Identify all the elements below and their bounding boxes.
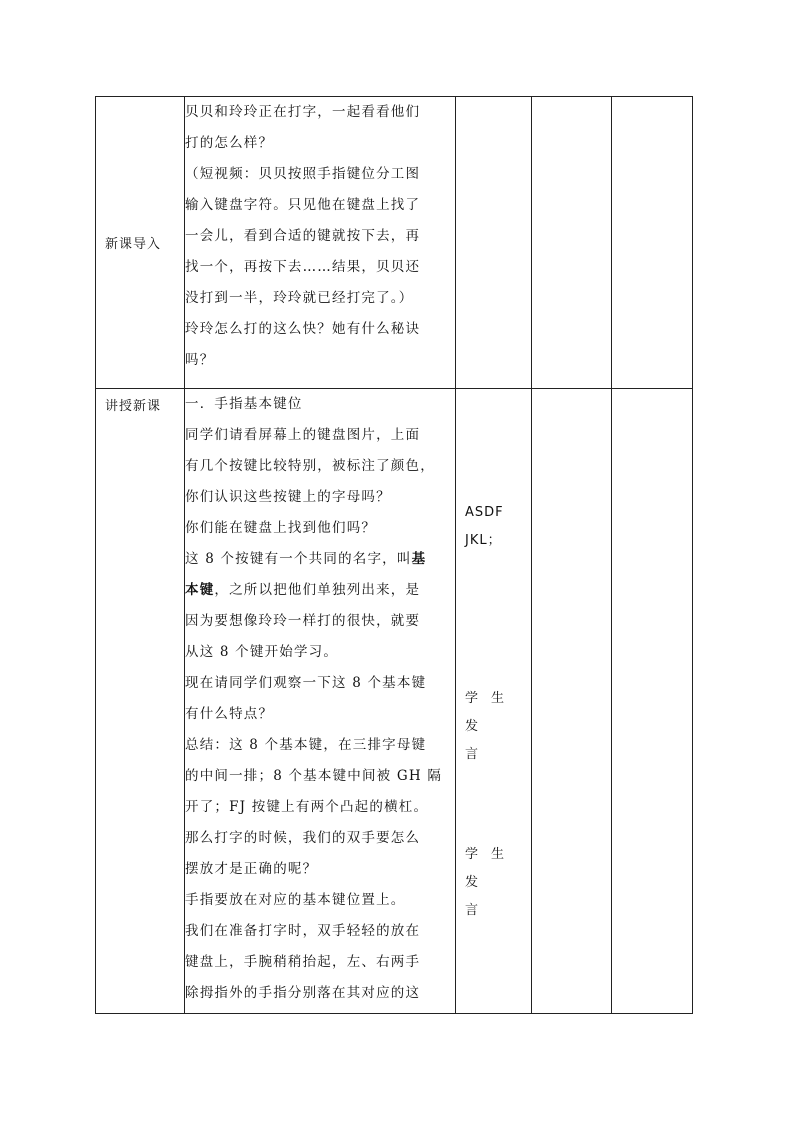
- text-line: 贝贝和玲玲正在打字，一起看看他们: [185, 104, 421, 120]
- text-line: 玲玲怎么打的这么快？她有什么秘诀: [185, 321, 421, 337]
- text-segment: 这 8 个按键有一个共同的名字，叫: [185, 551, 412, 567]
- student-activity-new-lesson: [456, 389, 532, 1014]
- student-speak-line: 学生发: [465, 691, 518, 734]
- text-line: 从这 8 个键开始学习。: [185, 644, 339, 660]
- text-line: 你们能在键盘上找到他们吗？: [185, 520, 377, 536]
- text-line: 有几个按键比较特别，被标注了颜色，: [185, 458, 435, 474]
- text-line: 我们在准备打字时，双手轻轻的放在: [185, 923, 421, 939]
- stage-cell-new-lesson: [96, 389, 185, 1014]
- stage-cell-intro: [96, 97, 185, 389]
- student-speak-line: 言: [465, 903, 480, 918]
- table-row-new-lesson: [96, 389, 693, 1014]
- text-line: 一会儿，看到合适的键就按下去，再: [185, 228, 421, 244]
- text-line: 同学们请看屏幕上的键盘图片，上面: [185, 427, 421, 443]
- text-line: 除拇指外的手指分别落在其对应的这: [185, 985, 421, 1001]
- home-keys-note: [465, 499, 504, 555]
- text-line: 输入键盘字符。只见他在键盘上找了: [185, 197, 421, 213]
- notes-intro: [612, 97, 693, 389]
- text-line: [185, 575, 455, 606]
- text-line: 开了；FJ 按键上有两个凸起的横杠。: [185, 799, 429, 815]
- text-segment: ，之所以把他们单独列出来，是: [214, 582, 421, 598]
- text-line: 因为要想像玲玲一样打的很快，就要: [185, 613, 421, 629]
- text-line: 有什么特点？: [185, 706, 274, 722]
- section-heading: 一．手指基本键位: [185, 396, 303, 412]
- text-line: 你们认识这些按键上的字母吗？: [185, 489, 391, 505]
- design-intent-intro: [532, 97, 612, 389]
- student-speak-note-2: [465, 841, 531, 925]
- bold-term: 基: [411, 551, 427, 567]
- student-activity-intro: [456, 97, 532, 389]
- text-line: 现在请同学们观察一下这 8 个基本键: [185, 675, 427, 691]
- text-line: [185, 544, 455, 575]
- home-keys-right: JKL；: [465, 533, 502, 548]
- student-speak-note-1: [465, 685, 531, 769]
- text-line: 总结：这 8 个基本键，在三排字母键: [185, 737, 427, 753]
- text-line: 打的怎么样？: [185, 135, 274, 151]
- stage-label-new-lesson: 讲授新课: [105, 399, 162, 414]
- text-line: 的中间一排；8 个基本键中间被 GH 隔: [185, 768, 443, 784]
- lesson-plan-table: [95, 96, 693, 1014]
- text-line: 摆放才是正确的呢？: [185, 861, 318, 877]
- student-speak-line: 言: [465, 747, 480, 762]
- text-line: （短视频：贝贝按照手指键位分工图: [185, 166, 421, 182]
- table-row-intro: [96, 97, 693, 389]
- design-intent-new-lesson: [532, 389, 612, 1014]
- student-speak-line: 学生发: [465, 847, 518, 890]
- teaching-process-intro: [185, 97, 456, 389]
- teaching-process-new-lesson: [185, 389, 456, 1014]
- text-line: 那么打字的时候，我们的双手要怎么: [185, 830, 421, 846]
- text-line: 键盘上，手腕稍稍抬起，左、右两手: [185, 954, 421, 970]
- text-line: 找一个，再按下去……结果，贝贝还: [185, 259, 421, 275]
- notes-new-lesson: [612, 389, 693, 1014]
- stage-label-intro: 新课导入: [105, 237, 162, 252]
- text-line: 手指要放在对应的基本键位置上。: [185, 892, 406, 908]
- text-line: 吗？: [185, 352, 215, 368]
- home-keys-left: ASDF: [465, 505, 504, 520]
- bold-term: 本键: [185, 582, 215, 598]
- text-line: 没打到一半，玲玲就已经打完了。）: [185, 290, 414, 306]
